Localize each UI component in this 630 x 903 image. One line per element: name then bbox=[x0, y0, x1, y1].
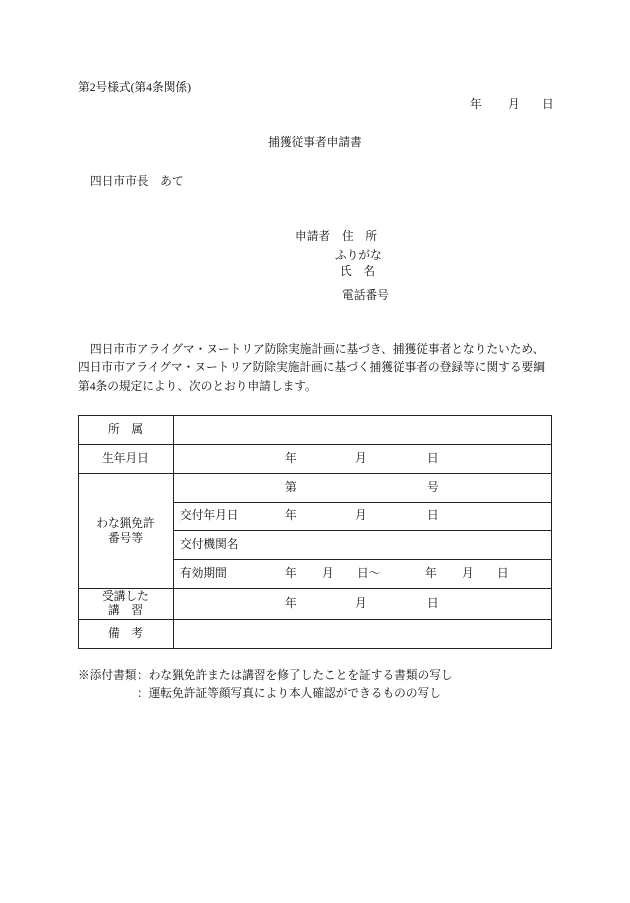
name-label: 氏 名 bbox=[340, 265, 376, 278]
address-label: 住 所 bbox=[342, 230, 378, 243]
furigana-label: ふりがな bbox=[335, 249, 382, 262]
license-label-line: 番号等 bbox=[107, 531, 144, 545]
birthdate-month-unit: 月 bbox=[355, 452, 367, 465]
birthdate-day-unit: 日 bbox=[427, 452, 439, 465]
table-subrule bbox=[173, 530, 552, 531]
issuer-label: 交付機関名 bbox=[180, 538, 239, 551]
birthdate-year-unit: 年 bbox=[285, 452, 297, 465]
validity-to-day-unit: 日 bbox=[497, 567, 509, 580]
remarks-label-text: 備 考 bbox=[107, 627, 144, 640]
license-label bbox=[78, 473, 173, 588]
birthdate-label-text: 生年月日 bbox=[102, 452, 149, 465]
license-label-line: わな猟免許 bbox=[96, 516, 155, 530]
table-subrule bbox=[173, 559, 552, 560]
course-label-line: 受講した bbox=[102, 589, 149, 603]
form-number: 第2号様式(第4条関係) bbox=[78, 81, 191, 94]
affiliation-label bbox=[78, 415, 173, 444]
attachments-label: ※添付書類 bbox=[78, 669, 137, 682]
issue-date-year-unit: 年 bbox=[285, 509, 297, 522]
validity-to-year-unit: 年 bbox=[425, 567, 437, 580]
phone-label: 電話番号 bbox=[342, 289, 389, 302]
addressee: 四日市市長 あて bbox=[90, 175, 184, 188]
remarks-label bbox=[78, 619, 173, 648]
body-line: 四日市市アライグマ・ヌートリア防除実施計画に基づく捕獲従事者の登録等に関する要綱 bbox=[78, 361, 545, 374]
course-day-unit: 日 bbox=[427, 597, 439, 610]
validity-label: 有効期間 bbox=[180, 567, 227, 580]
issue-date-day-unit: 日 bbox=[427, 509, 439, 522]
validity-to-month-unit: 月 bbox=[462, 567, 474, 580]
date-month-label: 月 bbox=[508, 98, 520, 111]
validity-from-year-unit: 年 bbox=[285, 567, 297, 580]
attachment-item: ：わな猟免許または講習を修了したことを証する書類の写し bbox=[137, 669, 453, 682]
table-border-bottom bbox=[78, 648, 552, 649]
attachment-item: ：運転免許証等顔写真により本人確認ができるものの写し bbox=[137, 687, 441, 700]
validity-from-month-unit: 月 bbox=[322, 567, 334, 580]
date-day-label: 日 bbox=[542, 98, 554, 111]
birthdate-label bbox=[78, 444, 173, 473]
table-subrule bbox=[173, 502, 552, 503]
validity-from-day-unit: 日～ bbox=[357, 567, 381, 580]
table-border-right bbox=[551, 415, 552, 649]
course-label-line: 講 習 bbox=[107, 603, 144, 617]
license-number-prefix: 第 bbox=[285, 481, 297, 494]
course-label bbox=[78, 588, 173, 619]
issue-date-label: 交付年月日 bbox=[180, 509, 239, 522]
applicant-label: 申請者 bbox=[295, 230, 331, 243]
date-year-label: 年 bbox=[470, 98, 482, 111]
license-number-suffix: 号 bbox=[427, 481, 439, 494]
course-year-unit: 年 bbox=[285, 597, 297, 610]
body-line: 第4条の規定により、次のとおり申請します。 bbox=[78, 380, 317, 393]
issue-date-month-unit: 月 bbox=[355, 509, 367, 522]
affiliation-label-text: 所 属 bbox=[107, 423, 144, 436]
body-line: 四日市市アライグマ・ヌートリア防除実施計画に基づき、捕獲従事者となりたいため、 bbox=[90, 343, 545, 356]
course-month-unit: 月 bbox=[355, 597, 367, 610]
table-column-divider bbox=[173, 415, 174, 649]
document-title: 捕獲従事者申請書 bbox=[268, 136, 362, 149]
